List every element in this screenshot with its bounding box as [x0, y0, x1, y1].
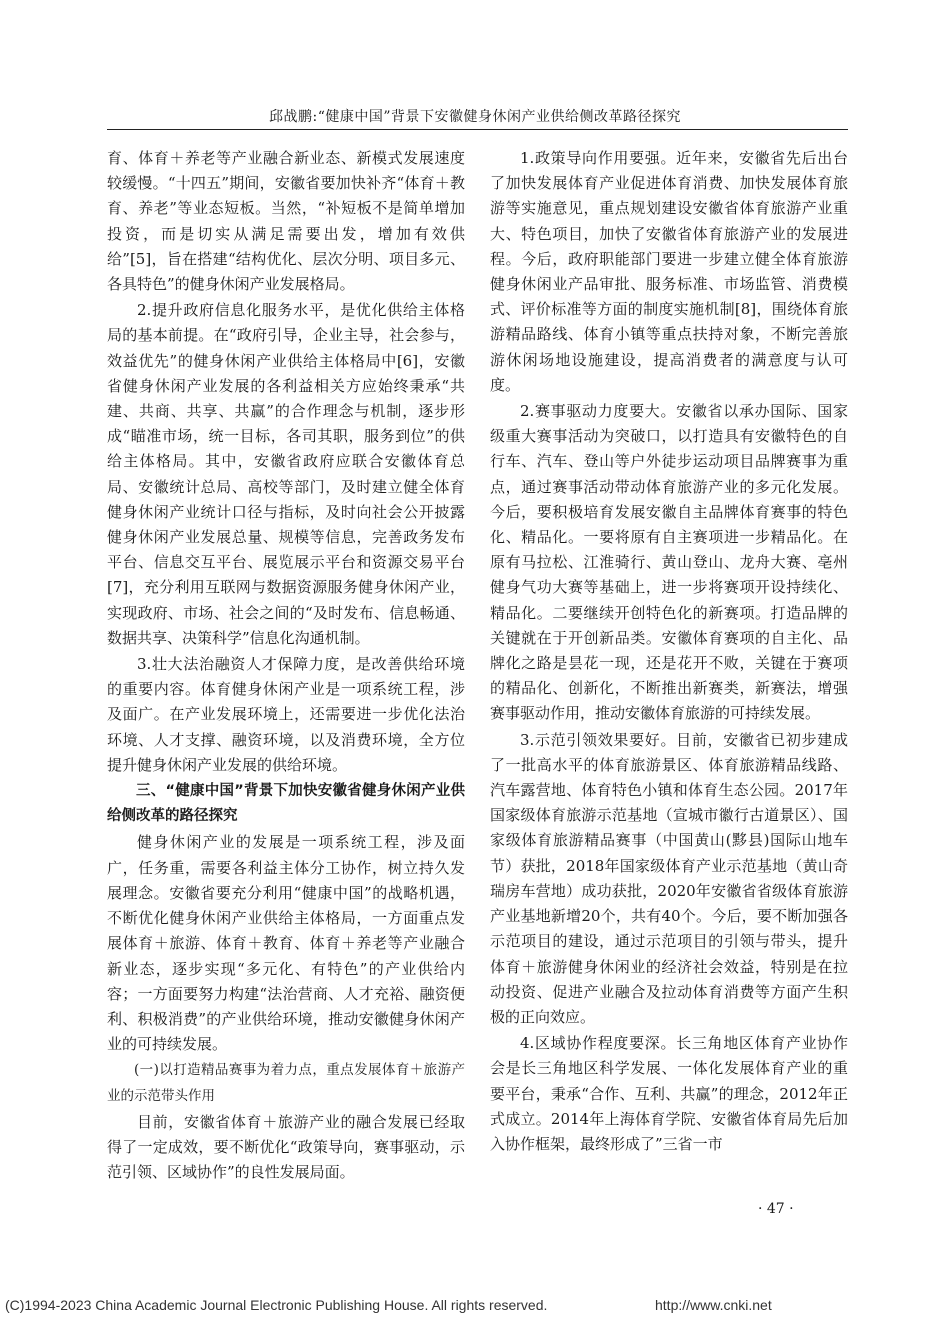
paragraph: 健身休闲产业的发展是一项系统工程，涉及面广，任务重，需要各利益主体分工协作，树立持久发展理念。安徽省要充分利用“健康中国”的战略机遇，不断优化健身休闲产业供给主体格局，一方面重点发展体育＋旅游、体育＋教育、体育＋养老等产业融合新业态，逐步实现“多元化、有特色”的产业供给内容；一方面要努力构建“法治营商、人才充裕、融资便利、积极消费”的产业供给环境，推动安徽健身休闲产业的可持续发展。: [107, 833, 465, 1054]
header-rule: [107, 129, 848, 130]
footer-url-link[interactable]: http://www.cnki.net: [655, 1297, 772, 1313]
paragraph: 2.赛事驱动力度要大。安徽省以承办国际、国家级重大赛事活动为突破口，以打造具有安徽特色的自行车、汽车、登山等户外徒步运动项目品牌赛事为重点，通过赛事活动带动体育旅游产业的多元化发展。今后，要积极培育发展安徽自主品牌体育赛事的特色化、精品化。一要将原有自主赛项进一步精品化。在原有马拉松、江淮骑行、黄山登山、龙舟大赛、亳州健身气功大赛等基础上，进一步将赛项开设持续化、精品化。二要继续开创特色化的新赛项。打造品牌的关键就在于开创新品类。安徽体育赛项的自主化、品牌化之路是昙花一现，还是花开不败，关键在于赛项的精品化、创新化，不断推出新赛类，新赛法，增强赛事驱动作用，推动安徽体育旅游的可持续发展。: [490, 402, 848, 723]
paragraph: 2.提升政府信息化服务水平，是优化供给主体格局的基本前提。在“政府引导，企业主导，社会参与，效益优先”的健身休闲产业供给主体格局中[6]，安徽省健身休闲产业发展的各利益相关方应始终秉承“共建、共商、共享、共赢”的合作理念与机制，逐步形成“瞄准市场，统一目标，各司其职，服务到位”的供给主体格局。其中，安徽省政府应联合安徽体育总局、安徽统计总局、高校等部门，及时建立健全体育健身休闲产业统计口径与指标，及时向社会公开披露健身休闲产业发展总量、规模等信息，完善政务发布平台、信息交互平台、展览展示平台和资源交易平台[7]，充分利用互联网与数据资源服务健身休闲产业，实现政府、市场、社会之间的“及时发布、信息畅通、数据共享、决策科学”信息化沟通机制。: [107, 301, 465, 647]
section-heading: 三、“健康中国”背景下加快安徽省健身休闲产业供给侧改革的路径探究: [107, 783, 465, 825]
running-header: 邱战鹏:“健康中国”背景下安徽健身休闲产业供给侧改革路径探究: [268, 109, 682, 125]
paragraph: 3.示范引领效果要好。目前，安徽省已初步建成了一批高水平的体育旅游景区、体育旅游精品线路、汽车露营地、体育特色小镇和体育生态公园。2017年国家级体育旅游示范基地（宣城市徽行古道景区）、国家级体育旅游精品赛事（中国黄山(黟县)国际山地车节）获批，2018年国家级体育产业示范基地（黄山奇瑞房车营地）成功获批，2020年安徽省省级体育旅游产业基地新增20个，共有40个。今后，要不断加强各示范项目的建设，通过示范项目的引领与带头，提升体育＋旅游健身休闲业的经济社会效益，特别是在拉动投资、促进产业融合及拉动体育消费等方面产生积极的正向效应。: [490, 730, 848, 1026]
paragraph: 4.区域协作程度要深。长三角地区体育产业协作会是长三角地区科学发展、一体化发展体育产业的重要平台，秉承“合作、互利、共赢”的理念，2012年正式成立。2014年上海体育学院、安徽省体育局先后加入协作框架，最终形成了”三省一市: [490, 1034, 848, 1153]
subsection-heading: (一)以打造精品赛事为着力点，重点发展体育＋旅游产业的示范带头作用: [107, 1062, 465, 1104]
right-column: [490, 146, 848, 1158]
left-column: [107, 146, 465, 1186]
paragraph: 育、体育＋养老等产业融合新业态、新模式发展速度较缓慢。“十四五”期间，安徽省要加快补齐“体育＋教育、养老”等业态短板。当然，“补短板不是简单增加投资，而是切实从满足需要出发，增加有效供给”[5]，旨在搭建“结构优化、层次分明、项目多元、各具特色”的健身休闲产业发展格局。: [107, 149, 465, 294]
paragraph: 目前，安徽省体育＋旅游产业的融合发展已经取得了一定成效，要不断优化“政策导向，赛事驱动，示范引领、区域协作”的良性发展局面。: [107, 1112, 465, 1182]
paragraph: 3.壮大法治融资人才保障力度，是改善供给环境的重要内容。体育健身休闲产业是一项系统工程，涉及面广。在产业发展环境上，还需要进一步优化法治环境、人才支撑、融资环境，以及消费环境，全方位提升健身休闲产业发展的供给环境。: [107, 655, 465, 774]
copyright-footer: (C)1994-2023 China Academic Journal Electronic Publishing House. All rights reserved.: [5, 1297, 548, 1313]
page-number: · 47 ·: [758, 1201, 794, 1217]
paragraph: 1.政策导向作用要强。近年来，安徽省先后出台了加快发展体育产业促进体育消费、加快发展体育旅游等实施意见，重点规划建设安徽省体育旅游产业重大、特色项目，加快了安徽省体育旅游产业的发展进程。今后，政府职能部门要进一步建立健全体育旅游健身休闲业产品审批、服务标准、市场监管、消费模式、评价标准等方面的制度实施机制[8]，围绕体育旅游精品路线、体育小镇等重点扶持对象，不断完善旅游休闲场地设施建设，提高消费者的满意度与认可度。: [490, 149, 848, 394]
